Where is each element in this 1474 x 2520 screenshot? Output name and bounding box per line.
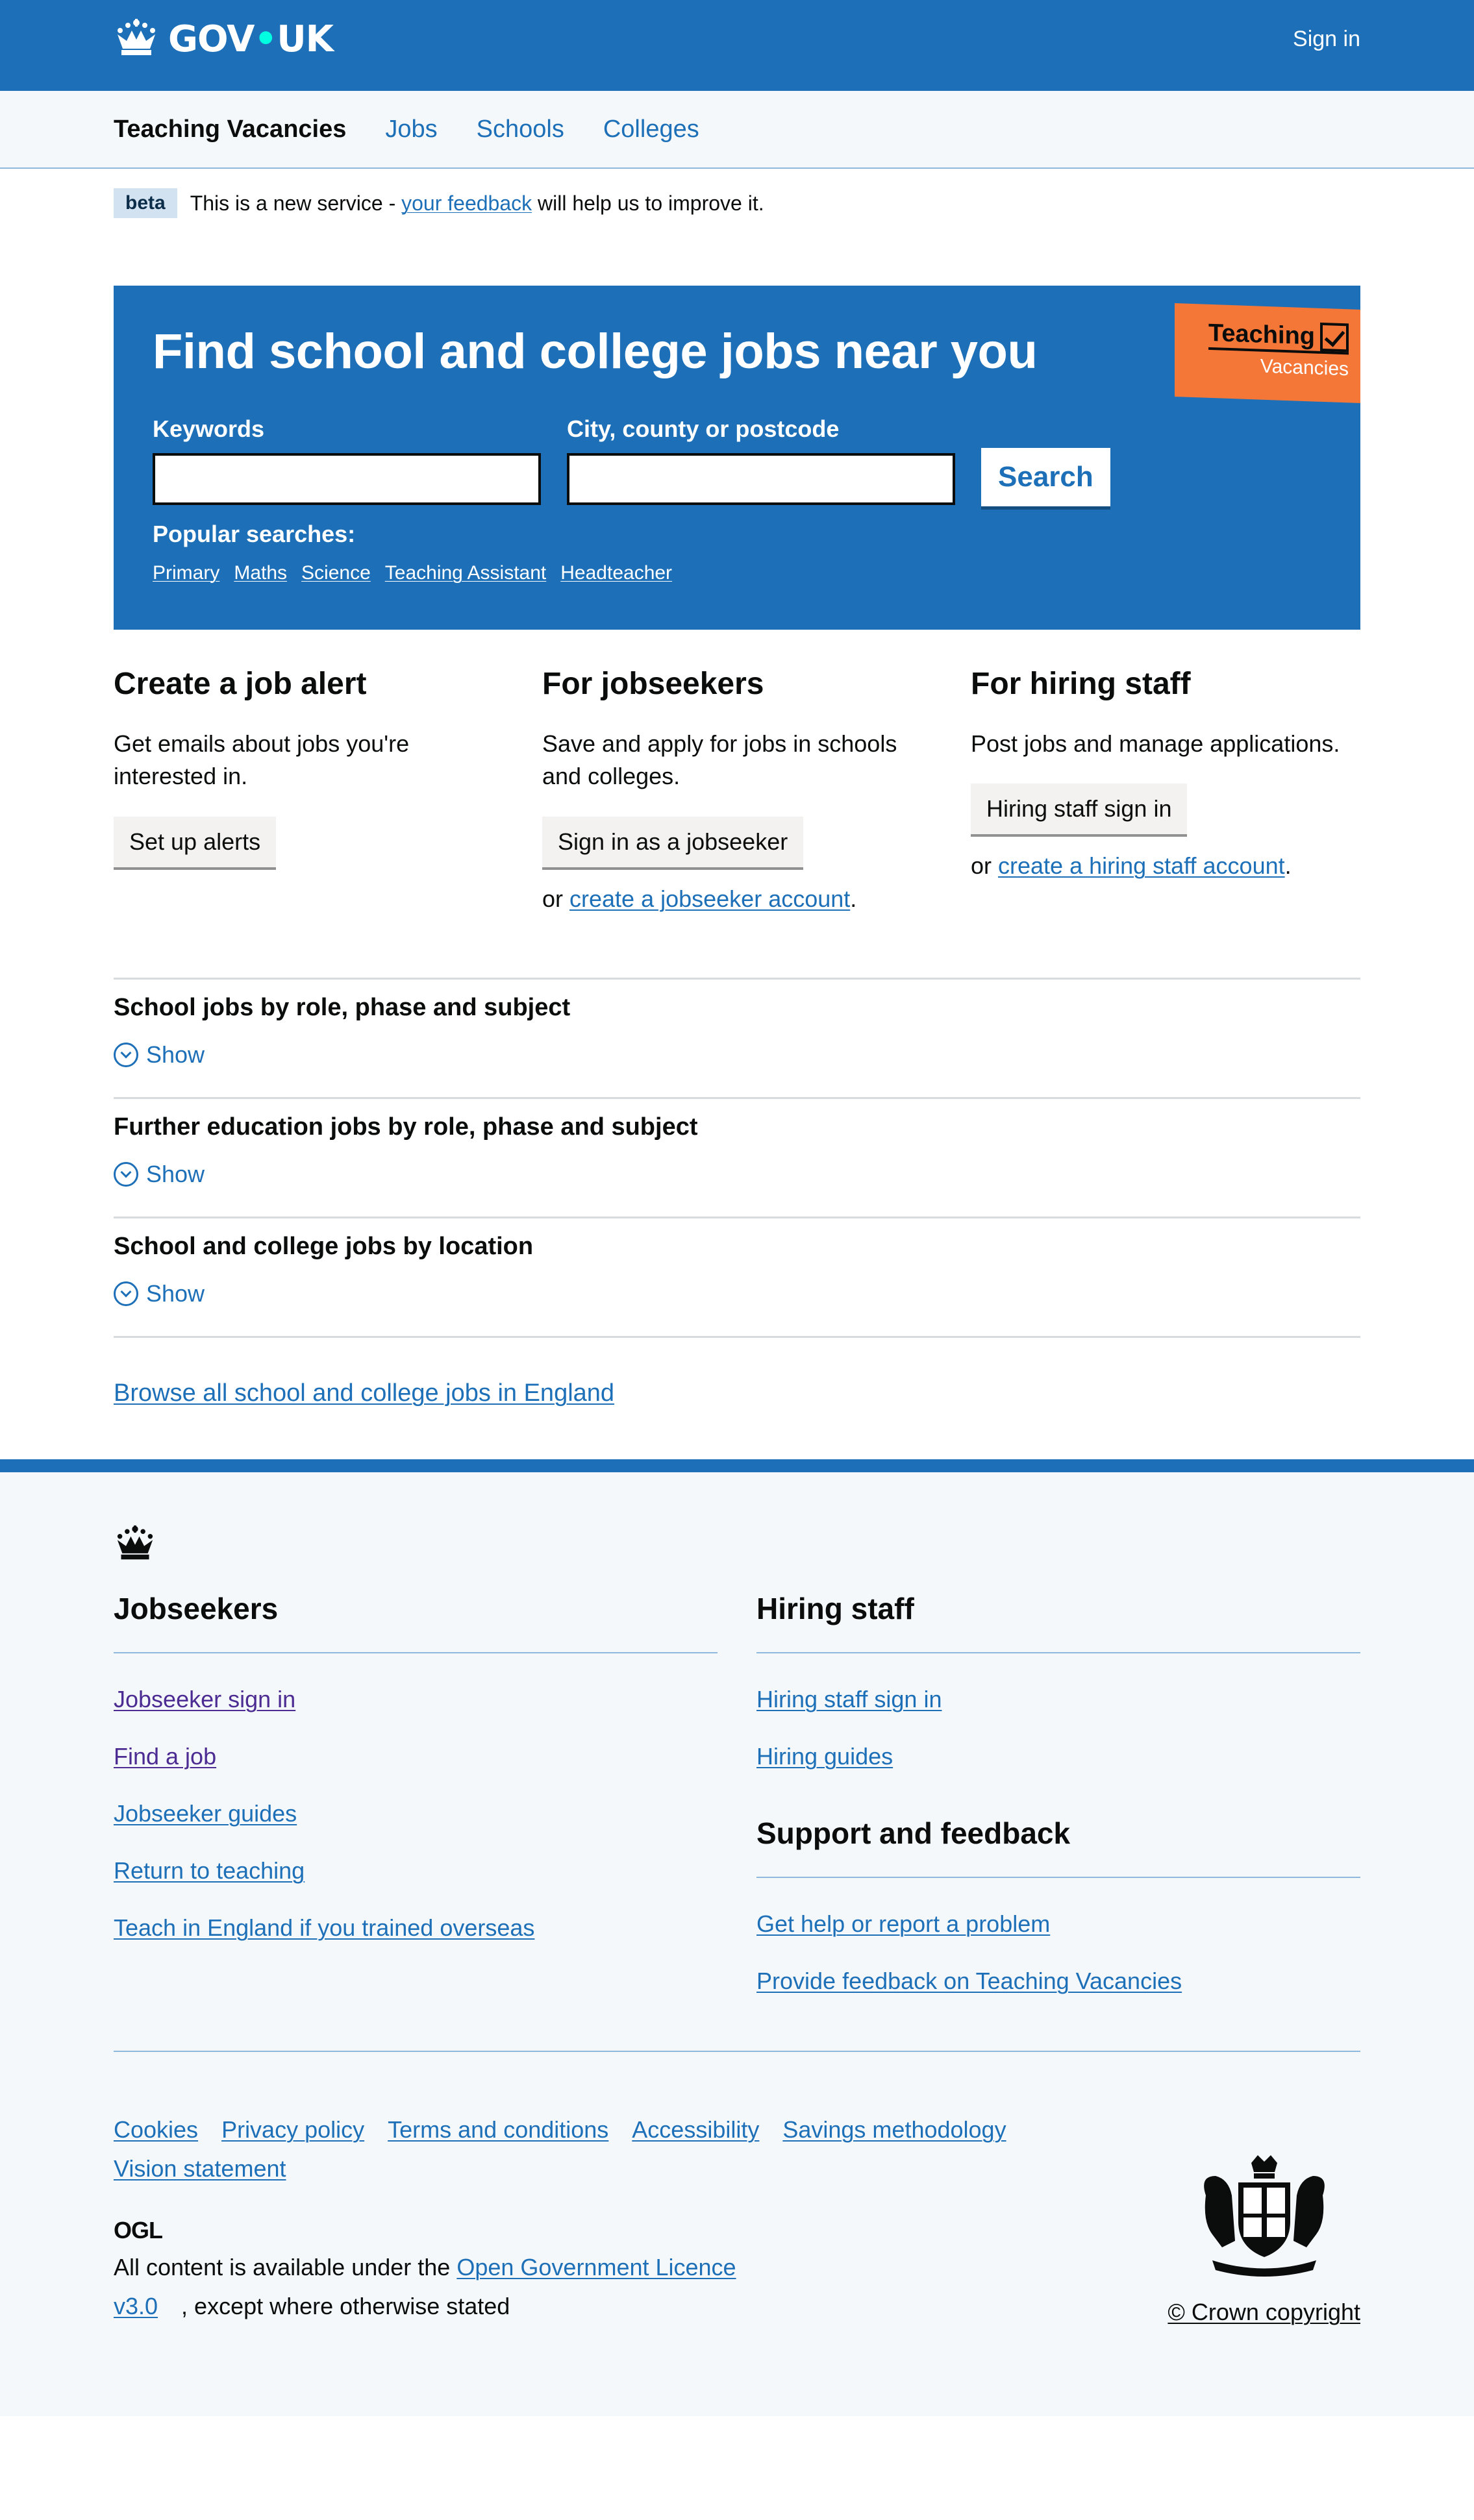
jobseeker-create-account-line: or create a jobseeker account.: [542, 885, 857, 912]
accordion-heading: School and college jobs by location: [114, 1232, 534, 1260]
keywords-input[interactable]: [153, 453, 541, 505]
popular-searches-title: Popular searches:: [153, 520, 356, 547]
savings-methodology-link[interactable]: Savings methodology: [782, 2116, 1006, 2143]
accordion-heading: School jobs by role, phase and subject: [114, 993, 571, 1021]
nav-schools[interactable]: Schools: [476, 115, 564, 143]
jobs-accordion: [114, 978, 1360, 1407]
logo-word-teaching: Teaching: [1208, 319, 1315, 351]
search-form: [153, 415, 1321, 505]
footer-find-a-job-link[interactable]: Find a job: [114, 1742, 217, 1770]
search-button[interactable]: Search: [981, 448, 1110, 506]
footer-jobseekers-column: [114, 1591, 718, 2025]
phase-banner: [114, 169, 1360, 227]
footer-jobseekers-heading: Jobseekers: [114, 1591, 718, 1653]
keywords-label: Keywords: [153, 415, 265, 442]
location-field-group: [567, 415, 955, 505]
hiring-staff-heading: For hiring staff: [971, 667, 1191, 701]
footer-provide-feedback-link[interactable]: Provide feedback on Teaching Vacancies: [756, 1967, 1182, 1994]
page-title: Find school and college jobs near you: [153, 324, 1038, 379]
teaching-vacancies-logo: [1175, 303, 1360, 403]
search-hero: [114, 286, 1360, 630]
nav-colleges[interactable]: Colleges: [603, 115, 699, 143]
browse-all-section: [114, 1336, 1360, 1407]
job-alert-heading: Create a job alert: [114, 667, 367, 701]
logo-word-vacancies: Vacancies: [1260, 355, 1349, 380]
footer-hiring-staff-sign-in-link[interactable]: Hiring staff sign in: [756, 1685, 942, 1712]
accordion-show-toggle[interactable]: Show: [114, 1041, 1360, 1069]
set-up-alerts-button[interactable]: Set up alerts: [114, 817, 276, 867]
main-content: [114, 169, 1360, 1407]
govuk-wordmark: GOV•UK: [168, 18, 334, 60]
footer-crown-icon: [114, 1524, 1360, 1565]
footer-columns: [114, 1591, 1360, 2025]
popular-search-primary[interactable]: Primary: [153, 562, 220, 584]
footer-meta: [114, 2051, 1360, 2326]
popular-search-teaching-assistant[interactable]: Teaching Assistant: [384, 562, 547, 584]
header-sign-in-link[interactable]: Sign in: [1293, 26, 1360, 51]
accordion-show-toggle[interactable]: Show: [114, 1280, 1360, 1307]
beta-tag: beta: [114, 188, 177, 218]
govuk-header: [0, 0, 1474, 91]
hiring-staff-column: [971, 666, 1360, 913]
nav-jobs[interactable]: Jobs: [385, 115, 438, 143]
browse-all-jobs-link[interactable]: Browse all school and college jobs in England: [114, 1379, 615, 1407]
footer-get-help-link[interactable]: Get help or report a problem: [756, 1910, 1051, 1937]
footer-meta-links: [114, 2110, 1062, 2326]
footer-support-links: [756, 1910, 1360, 1995]
crown-copyright-link[interactable]: © Crown copyright: [1168, 2298, 1360, 2325]
footer-jobseeker-guides-link[interactable]: Jobseeker guides: [114, 1799, 297, 1827]
info-columns: [114, 666, 1360, 913]
jobseekers-description: Save and apply for jobs in schools and colleges.: [542, 730, 897, 790]
privacy-policy-link[interactable]: Privacy policy: [221, 2116, 365, 2143]
ogl-section: [114, 2217, 1062, 2326]
location-input[interactable]: [567, 453, 955, 505]
accordion-section: [114, 1097, 1360, 1217]
terms-link[interactable]: Terms and conditions: [388, 2116, 609, 2143]
open-government-licence-link[interactable]: Open Government Licence v3.0: [114, 2253, 736, 2319]
hiring-staff-description: Post jobs and manage applications.: [971, 730, 1340, 757]
govuk-logo-link[interactable]: [114, 18, 333, 61]
footer: [0, 1459, 1474, 2416]
cookies-link[interactable]: Cookies: [114, 2116, 199, 2143]
accordion-section: [114, 978, 1360, 1097]
service-navigation: [0, 91, 1474, 169]
hiring-staff-sign-in-button[interactable]: Hiring staff sign in: [971, 784, 1187, 834]
footer-teach-in-england-link[interactable]: Teach in England if you trained overseas: [114, 1914, 535, 1941]
feedback-link[interactable]: your feedback: [401, 191, 532, 215]
popular-search-headteacher[interactable]: Headteacher: [560, 562, 673, 584]
job-alert-description: Get emails about jobs you're interested in.: [114, 730, 410, 790]
popular-search-maths[interactable]: Maths: [234, 562, 288, 584]
create-hiring-staff-account-link[interactable]: create a hiring staff account: [998, 852, 1285, 880]
service-name: Teaching Vacancies: [114, 115, 347, 143]
hiring-create-account-line: or create a hiring staff account.: [971, 852, 1292, 880]
accordion-heading: Further education jobs by role, phase and subject: [114, 1113, 698, 1141]
accordion-show-toggle[interactable]: Show: [114, 1161, 1360, 1188]
crown-copyright: [1168, 2150, 1360, 2326]
footer-jobseekers-links: [114, 1686, 718, 1942]
jobseeker-sign-in-button[interactable]: Sign in as a jobseeker: [542, 817, 803, 867]
footer-hiring-heading: Hiring staff: [756, 1591, 1360, 1653]
footer-return-to-teaching-link[interactable]: Return to teaching: [114, 1857, 305, 1884]
keywords-field-group: [153, 415, 541, 505]
phase-banner-text: This is a new service - your feedback will help us to improve it.: [190, 191, 764, 215]
vision-statement-link[interactable]: Vision statement: [114, 2155, 286, 2182]
accessibility-link[interactable]: Accessibility: [632, 2116, 760, 2143]
location-label: City, county or postcode: [567, 415, 840, 442]
footer-hiring-links: [756, 1686, 1360, 1770]
jobseekers-column: [542, 666, 932, 913]
footer-hiring-column: [756, 1591, 1360, 2025]
checkbox-tick-icon: [1320, 323, 1349, 352]
accordion-section: [114, 1217, 1360, 1336]
chevron-down-icon: [114, 1162, 138, 1187]
footer-support-heading: Support and feedback: [756, 1816, 1360, 1878]
popular-searches: [153, 562, 1321, 584]
footer-jobseeker-sign-in-link[interactable]: Jobseeker sign in: [114, 1685, 296, 1712]
ogl-logo-icon: OGL: [114, 2216, 162, 2243]
chevron-down-icon: [114, 1281, 138, 1306]
jobseekers-heading: For jobseekers: [542, 667, 764, 701]
chevron-down-icon: [114, 1043, 138, 1067]
footer-hiring-guides-link[interactable]: Hiring guides: [756, 1742, 893, 1770]
create-jobseeker-account-link[interactable]: create a jobseeker account: [569, 885, 851, 912]
crown-icon: [114, 18, 159, 61]
royal-coat-of-arms-icon: [1186, 2271, 1342, 2282]
licence-text: All content is available under the Open Government Licence v3.0 , except where otherwise stated: [114, 2253, 736, 2319]
job-alert-column: [114, 666, 503, 913]
popular-search-science[interactable]: Science: [301, 562, 371, 584]
